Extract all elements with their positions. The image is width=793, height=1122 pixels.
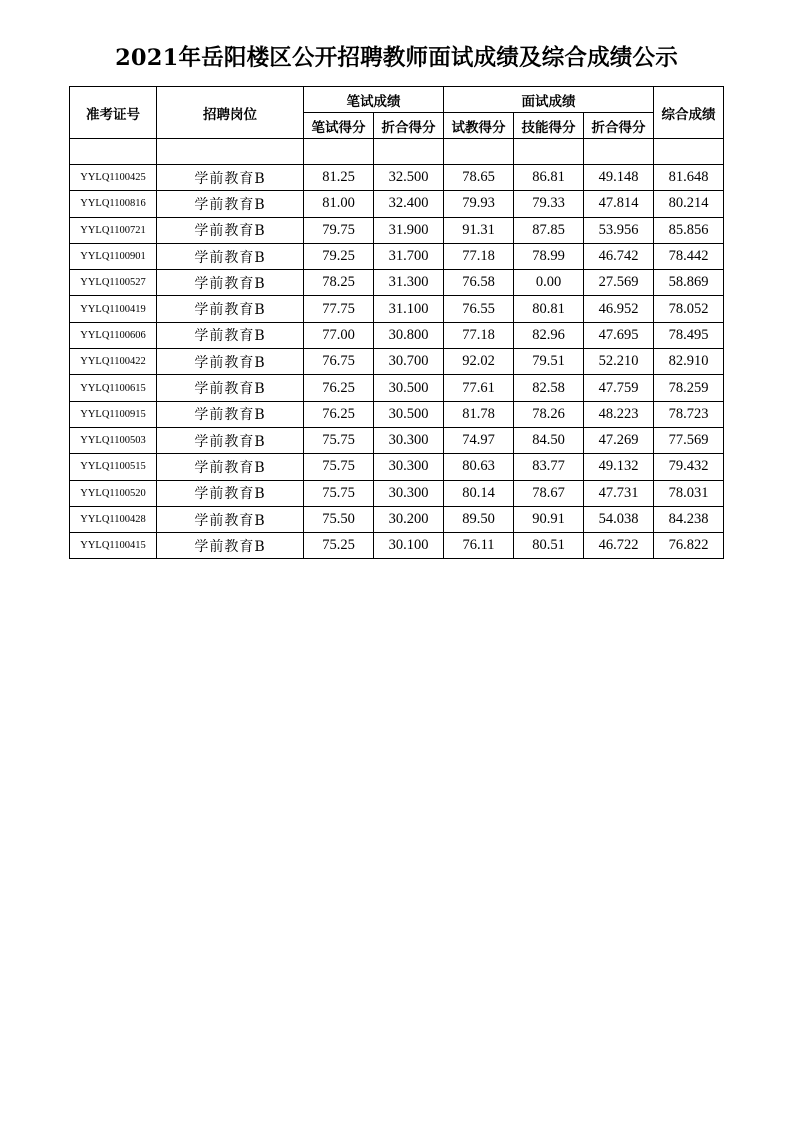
table-row bbox=[70, 480, 724, 506]
cell-trial-score: 77.18 bbox=[444, 243, 514, 269]
cell-written-score: 81.25 bbox=[304, 165, 374, 191]
cell-total: 79.432 bbox=[654, 454, 724, 480]
cell-total: 78.052 bbox=[654, 296, 724, 322]
header-trial-score: 试教得分 bbox=[444, 113, 514, 139]
cell-trial-score: 76.11 bbox=[444, 533, 514, 559]
table-row bbox=[70, 217, 724, 243]
cell-position: 学前教育B bbox=[157, 401, 304, 427]
table-row bbox=[70, 427, 724, 453]
cell-position: 学前教育B bbox=[157, 270, 304, 296]
table-row bbox=[70, 349, 724, 375]
cell-exam-id: YYLQ1100915 bbox=[70, 401, 157, 427]
cell-trial-score: 89.50 bbox=[444, 506, 514, 532]
cell-interview-converted: 46.952 bbox=[584, 296, 654, 322]
cell-trial-score: 76.58 bbox=[444, 270, 514, 296]
header-written-converted: 折合得分 bbox=[374, 113, 444, 139]
cell-interview-converted: 47.814 bbox=[584, 191, 654, 217]
cell-written-score: 75.75 bbox=[304, 480, 374, 506]
cell-position: 学前教育B bbox=[157, 322, 304, 348]
cell-written-score: 75.50 bbox=[304, 506, 374, 532]
table-row bbox=[70, 533, 724, 559]
header-interview-converted: 折合得分 bbox=[584, 113, 654, 139]
table-row bbox=[70, 401, 724, 427]
table-row bbox=[70, 270, 724, 296]
table-row bbox=[70, 191, 724, 217]
table-row bbox=[70, 454, 724, 480]
cell-exam-id: YYLQ1100520 bbox=[70, 480, 157, 506]
cell-written-score: 75.75 bbox=[304, 454, 374, 480]
cell-written-converted: 30.100 bbox=[374, 533, 444, 559]
cell-position: 学前教育B bbox=[157, 191, 304, 217]
cell-interview-converted: 48.223 bbox=[584, 401, 654, 427]
cell-trial-score: 77.61 bbox=[444, 375, 514, 401]
cell-position: 学前教育B bbox=[157, 454, 304, 480]
cell-skill-score: 84.50 bbox=[514, 427, 584, 453]
cell-position: 学前教育B bbox=[157, 480, 304, 506]
cell-position: 学前教育B bbox=[157, 533, 304, 559]
cell-trial-score: 91.31 bbox=[444, 217, 514, 243]
cell-trial-score: 76.55 bbox=[444, 296, 514, 322]
cell-exam-id: YYLQ1100428 bbox=[70, 506, 157, 532]
cell-skill-score: 79.33 bbox=[514, 191, 584, 217]
cell-exam-id: YYLQ1100422 bbox=[70, 349, 157, 375]
cell-written-score: 76.25 bbox=[304, 401, 374, 427]
cell-skill-score: 86.81 bbox=[514, 165, 584, 191]
cell-written-score: 81.00 bbox=[304, 191, 374, 217]
cell-total: 78.259 bbox=[654, 375, 724, 401]
cell-written-converted: 32.500 bbox=[374, 165, 444, 191]
cell-exam-id: YYLQ1100527 bbox=[70, 270, 157, 296]
header-exam-id: 准考证号 bbox=[70, 87, 157, 139]
cell-written-converted: 30.300 bbox=[374, 427, 444, 453]
cell-interview-converted: 49.132 bbox=[584, 454, 654, 480]
cell-written-score: 76.75 bbox=[304, 349, 374, 375]
table-body bbox=[70, 139, 724, 559]
cell-trial-score: 80.63 bbox=[444, 454, 514, 480]
header-position: 招聘岗位 bbox=[157, 87, 304, 139]
table-row bbox=[70, 243, 724, 269]
table-row bbox=[70, 165, 724, 191]
cell-interview-converted: 49.148 bbox=[584, 165, 654, 191]
cell-exam-id: YYLQ1100615 bbox=[70, 375, 157, 401]
cell-total: 84.238 bbox=[654, 506, 724, 532]
cell-written-score: 79.25 bbox=[304, 243, 374, 269]
cell-interview-converted: 54.038 bbox=[584, 506, 654, 532]
cell-written-score: 79.75 bbox=[304, 217, 374, 243]
cell-skill-score: 0.00 bbox=[514, 270, 584, 296]
cell-total: 78.442 bbox=[654, 243, 724, 269]
table-row bbox=[70, 296, 724, 322]
cell-written-converted: 30.500 bbox=[374, 375, 444, 401]
cell-written-converted: 30.700 bbox=[374, 349, 444, 375]
cell-exam-id: YYLQ1100503 bbox=[70, 427, 157, 453]
cell-interview-converted: 47.731 bbox=[584, 480, 654, 506]
cell-position: 学前教育B bbox=[157, 165, 304, 191]
cell-interview-converted: 47.695 bbox=[584, 322, 654, 348]
cell-position: 学前教育B bbox=[157, 427, 304, 453]
header-written-score: 笔试得分 bbox=[304, 113, 374, 139]
cell-interview-converted: 47.269 bbox=[584, 427, 654, 453]
cell-total: 82.910 bbox=[654, 349, 724, 375]
header-total: 综合成绩 bbox=[654, 87, 724, 139]
cell-total: 81.648 bbox=[654, 165, 724, 191]
table-header bbox=[70, 87, 724, 139]
cell-skill-score: 78.99 bbox=[514, 243, 584, 269]
cell-written-score: 77.75 bbox=[304, 296, 374, 322]
score-table bbox=[69, 86, 724, 559]
cell-written-converted: 31.100 bbox=[374, 296, 444, 322]
cell-skill-score: 80.81 bbox=[514, 296, 584, 322]
cell-trial-score: 92.02 bbox=[444, 349, 514, 375]
cell-trial-score: 78.65 bbox=[444, 165, 514, 191]
cell-interview-converted: 53.956 bbox=[584, 217, 654, 243]
cell-skill-score: 87.85 bbox=[514, 217, 584, 243]
cell-written-converted: 30.300 bbox=[374, 480, 444, 506]
cell-interview-converted: 46.742 bbox=[584, 243, 654, 269]
cell-trial-score: 77.18 bbox=[444, 322, 514, 348]
header-interview-group: 面试成绩 bbox=[444, 87, 654, 113]
cell-written-converted: 32.400 bbox=[374, 191, 444, 217]
cell-exam-id: YYLQ1100721 bbox=[70, 217, 157, 243]
cell-total: 58.869 bbox=[654, 270, 724, 296]
cell-written-score: 77.00 bbox=[304, 322, 374, 348]
cell-written-converted: 30.800 bbox=[374, 322, 444, 348]
cell-total: 77.569 bbox=[654, 427, 724, 453]
cell-total: 80.214 bbox=[654, 191, 724, 217]
cell-written-converted: 30.300 bbox=[374, 454, 444, 480]
cell-skill-score: 82.96 bbox=[514, 322, 584, 348]
cell-written-score: 76.25 bbox=[304, 375, 374, 401]
cell-written-converted: 31.300 bbox=[374, 270, 444, 296]
cell-exam-id: YYLQ1100606 bbox=[70, 322, 157, 348]
cell-position: 学前教育B bbox=[157, 375, 304, 401]
table-row bbox=[70, 375, 724, 401]
cell-trial-score: 81.78 bbox=[444, 401, 514, 427]
cell-written-converted: 31.900 bbox=[374, 217, 444, 243]
cell-exam-id: YYLQ1100419 bbox=[70, 296, 157, 322]
cell-skill-score: 82.58 bbox=[514, 375, 584, 401]
cell-written-converted: 30.200 bbox=[374, 506, 444, 532]
cell-position: 学前教育B bbox=[157, 506, 304, 532]
cell-exam-id: YYLQ1100816 bbox=[70, 191, 157, 217]
cell-position: 学前教育B bbox=[157, 296, 304, 322]
table-row bbox=[70, 322, 724, 348]
cell-skill-score: 79.51 bbox=[514, 349, 584, 375]
cell-exam-id: YYLQ1100901 bbox=[70, 243, 157, 269]
cell-total: 78.495 bbox=[654, 322, 724, 348]
page-title: 2021年岳阳楼区公开招聘教师面试成绩及综合成绩公示 bbox=[115, 45, 678, 71]
cell-trial-score: 79.93 bbox=[444, 191, 514, 217]
cell-trial-score: 74.97 bbox=[444, 427, 514, 453]
cell-exam-id: YYLQ1100515 bbox=[70, 454, 157, 480]
cell-skill-score: 80.51 bbox=[514, 533, 584, 559]
cell-position: 学前教育B bbox=[157, 243, 304, 269]
cell-written-converted: 30.500 bbox=[374, 401, 444, 427]
cell-skill-score: 90.91 bbox=[514, 506, 584, 532]
cell-trial-score: 80.14 bbox=[444, 480, 514, 506]
cell-written-score: 75.75 bbox=[304, 427, 374, 453]
cell-written-score: 78.25 bbox=[304, 270, 374, 296]
cell-exam-id: YYLQ1100425 bbox=[70, 165, 157, 191]
blank-row bbox=[70, 139, 724, 165]
cell-written-converted: 31.700 bbox=[374, 243, 444, 269]
cell-written-score: 75.25 bbox=[304, 533, 374, 559]
cell-skill-score: 78.26 bbox=[514, 401, 584, 427]
cell-position: 学前教育B bbox=[157, 217, 304, 243]
cell-interview-converted: 27.569 bbox=[584, 270, 654, 296]
cell-interview-converted: 46.722 bbox=[584, 533, 654, 559]
cell-total: 76.822 bbox=[654, 533, 724, 559]
cell-position: 学前教育B bbox=[157, 349, 304, 375]
cell-skill-score: 78.67 bbox=[514, 480, 584, 506]
cell-total: 78.723 bbox=[654, 401, 724, 427]
cell-exam-id: YYLQ1100415 bbox=[70, 533, 157, 559]
table-row bbox=[70, 506, 724, 532]
cell-total: 78.031 bbox=[654, 480, 724, 506]
header-written-group: 笔试成绩 bbox=[304, 87, 444, 113]
cell-total: 85.856 bbox=[654, 217, 724, 243]
cell-interview-converted: 47.759 bbox=[584, 375, 654, 401]
cell-interview-converted: 52.210 bbox=[584, 349, 654, 375]
header-skill-score: 技能得分 bbox=[514, 113, 584, 139]
cell-skill-score: 83.77 bbox=[514, 454, 584, 480]
